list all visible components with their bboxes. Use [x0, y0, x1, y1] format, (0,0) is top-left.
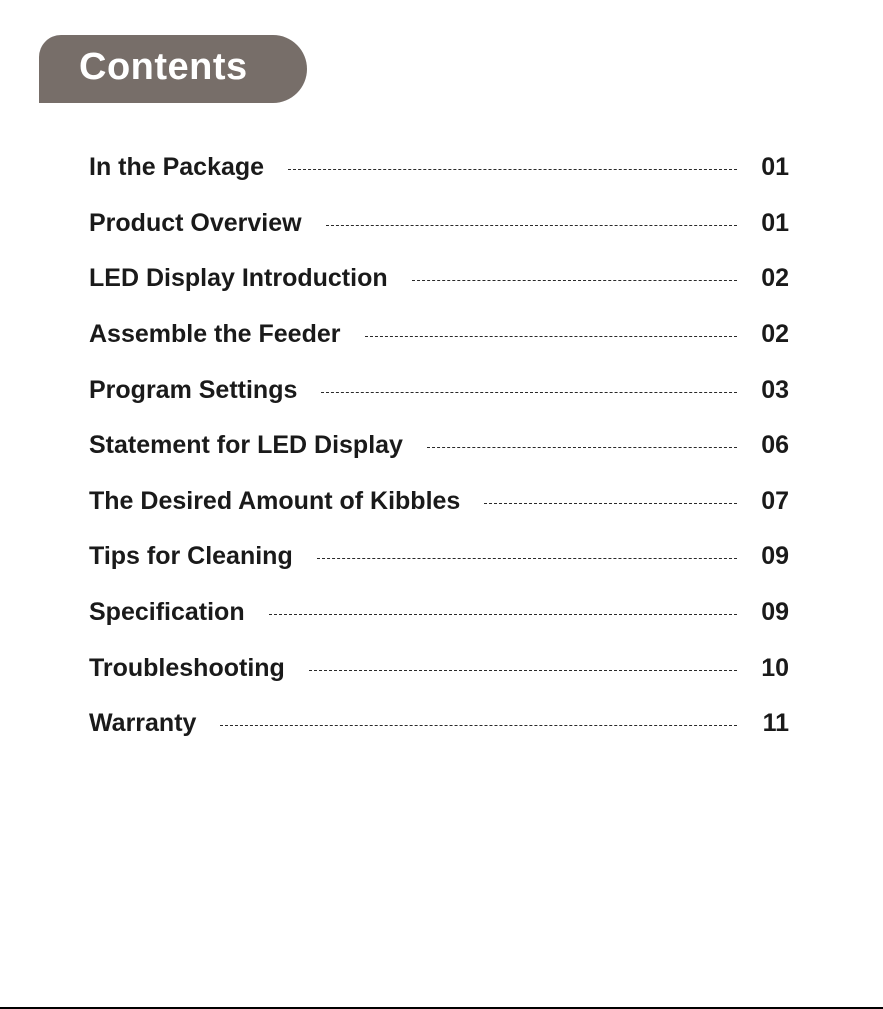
table-of-contents — [89, 140, 789, 752]
toc-entry-desired-amount-of-kibbles[interactable] — [89, 474, 789, 530]
page-title: Contents — [79, 46, 248, 88]
dotted-leader — [365, 336, 738, 337]
toc-entry-in-the-package[interactable] — [89, 140, 789, 196]
toc-entry-specification[interactable] — [89, 585, 789, 641]
dotted-leader — [427, 447, 737, 448]
toc-entry-page-number: 02 — [761, 264, 789, 293]
toc-entry-label: Troubleshooting — [89, 653, 285, 682]
dotted-leader — [269, 614, 737, 615]
toc-entry-label: In the Package — [89, 153, 265, 182]
dotted-leader — [412, 280, 737, 281]
toc-entry-page-number: 01 — [761, 208, 789, 237]
dotted-leader — [309, 670, 737, 671]
toc-entry-page-number: 07 — [761, 486, 789, 515]
dotted-leader — [484, 503, 737, 504]
toc-entry-assemble-the-feeder[interactable] — [89, 307, 789, 363]
toc-entry-page-number: 03 — [761, 375, 789, 404]
dotted-leader — [321, 392, 737, 393]
toc-entry-label: Statement for LED Display — [89, 431, 403, 460]
toc-entry-led-display-introduction[interactable] — [89, 251, 789, 307]
contents-title-banner — [39, 35, 307, 103]
toc-entry-page-number: 09 — [761, 542, 789, 571]
toc-entry-label: The Desired Amount of Kibbles — [89, 486, 461, 515]
toc-entry-label: Product Overview — [89, 208, 302, 237]
toc-entry-program-settings[interactable] — [89, 362, 789, 418]
dotted-leader — [317, 558, 737, 559]
toc-entry-label: Assemble the Feeder — [89, 320, 341, 349]
dotted-leader — [220, 725, 737, 726]
toc-entry-statement-for-led-display[interactable] — [89, 418, 789, 474]
toc-entry-page-number: 11 — [762, 709, 789, 738]
toc-entry-label: Program Settings — [89, 375, 298, 404]
dotted-leader — [288, 169, 737, 170]
toc-entry-page-number: 10 — [761, 653, 789, 682]
dotted-leader — [326, 225, 737, 226]
toc-entry-troubleshooting[interactable] — [89, 640, 789, 696]
toc-entry-page-number: 02 — [761, 320, 789, 349]
toc-entry-page-number: 01 — [761, 153, 789, 182]
toc-entry-label: LED Display Introduction — [89, 264, 388, 293]
toc-entry-page-number: 06 — [761, 431, 789, 460]
toc-entry-tips-for-cleaning[interactable] — [89, 529, 789, 585]
toc-entry-label: Tips for Cleaning — [89, 542, 293, 571]
toc-entry-label: Specification — [89, 598, 245, 627]
toc-entry-warranty[interactable] — [89, 696, 789, 752]
toc-entry-label: Warranty — [89, 709, 197, 738]
toc-entry-page-number: 09 — [761, 598, 789, 627]
toc-entry-product-overview[interactable] — [89, 196, 789, 252]
